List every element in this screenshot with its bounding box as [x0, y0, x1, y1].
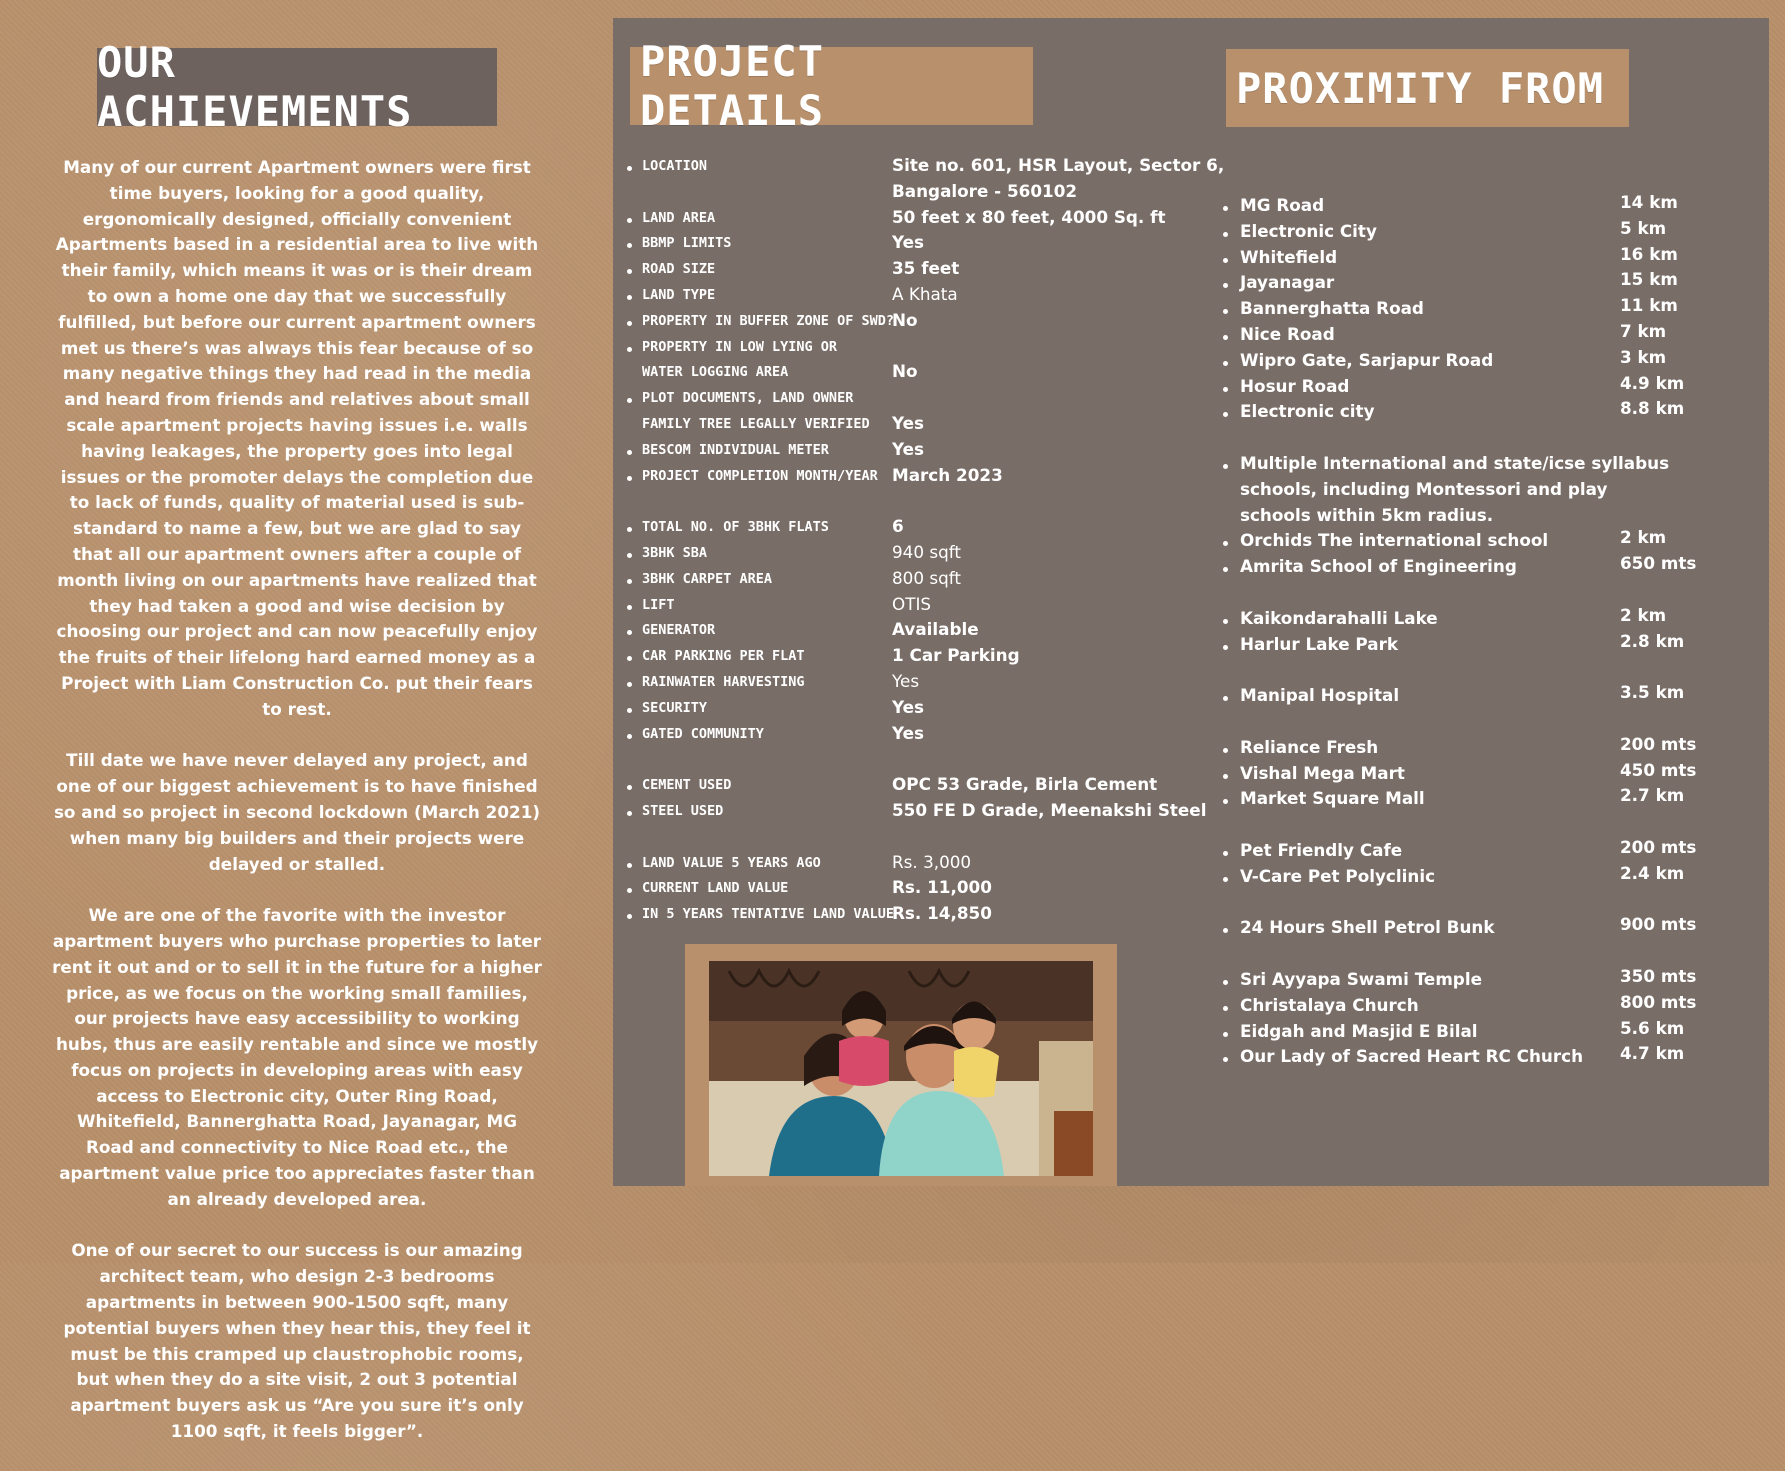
bullet-icon — [1223, 619, 1228, 624]
bullet-icon — [1223, 1032, 1228, 1037]
proximity-place: Harlur Lake Park — [1240, 633, 1399, 654]
bullet-icon — [1223, 774, 1228, 779]
detail-value: March 2023 — [892, 464, 1003, 485]
proximity-place: Manipal Hospital — [1240, 685, 1400, 706]
detail-label: CEMENT USED — [642, 777, 732, 794]
proximity-distance: 200 mts — [1620, 733, 1697, 754]
proximity-distance: 7 km — [1620, 321, 1667, 341]
proximity-distance: 8.8 km — [1620, 398, 1685, 419]
detail-label: BBMP LIMITS — [642, 235, 732, 252]
detail-label: STEEL USED — [642, 803, 724, 819]
detail-label: LAND VALUE 5 YEARS AGO — [642, 854, 821, 871]
proximity-place: Electronic City — [1240, 220, 1377, 241]
detail-value-line2: Bangalore - 560102 — [892, 180, 1078, 201]
proximity-place: Multiple International and state/icse syllabus — [1240, 453, 1670, 473]
proximity-place: MG Road — [1240, 195, 1325, 215]
bullet-icon — [627, 811, 632, 816]
proximity-distance: 5.6 km — [1620, 1017, 1685, 1038]
detail-label: LAND TYPE — [642, 287, 716, 303]
detail-label: SECURITY — [642, 699, 708, 716]
bullet-icon — [627, 476, 632, 481]
detail-label: PROJECT COMPLETION MONTH/YEAR — [642, 467, 878, 484]
detail-label: LOCATION — [642, 158, 708, 174]
achievements-paragraph: Many of our current Apartment owners were first time buyers, looking for a good quality, ergonomically designed, officially convenient Apartments based in a residential area to live with their family, which means it was or is their dream to own a home one day that we successfully fulfilled, but before our current apartment owners met us there’s was always this fear because of so many negative things they had read in the media and heard from friends and relatives about small scale apartment projects having issues i.e. walls having leakages, the property goes into legal issues or the promoter delays the completion due to lack of funds, quality of material used is sub-standard to name a few, but we are glad to say that all our apartment owners after a couple of month living on our apartments have realized that they had taken a good and wise decision by choosing our project and can now peacefully enjoy the fruits of their lifelong hard earned money as a Project with Liam Construction Co. put their fears to rest. — [55, 157, 539, 719]
proximity-distance: 5 km — [1620, 217, 1667, 238]
bullet-icon — [1223, 748, 1228, 753]
bullet-icon — [1223, 258, 1228, 263]
detail-value: 6 — [892, 516, 904, 537]
proximity-distance: 2.7 km — [1620, 785, 1685, 806]
detail-value: 940 sqft — [892, 542, 961, 562]
proximity-place-continued: schools, including Montessori and play — [1240, 478, 1608, 499]
bullet-icon — [627, 450, 632, 455]
proximity-distance: 450 mts — [1620, 759, 1697, 780]
proximity-place: Hosur Road — [1240, 375, 1350, 396]
detail-value: 550 FE D Grade, Meenakshi Steel — [892, 800, 1207, 820]
detail-value: Rs. 3,000 — [892, 851, 972, 872]
proximity-place: Wipro Gate, Sarjapur Road — [1240, 349, 1494, 370]
detail-label-line2: FAMILY TREE LEGALLY VERIFIED — [642, 416, 870, 432]
proximity-distance: 2 km — [1620, 527, 1667, 548]
proximity-distance: 800 mts — [1620, 991, 1697, 1012]
detail-label: TOTAL NO. OF 3BHK FLATS — [642, 519, 829, 536]
proximity-place: Our Lady of Sacred Heart RC Church — [1240, 1046, 1584, 1067]
proximity-distance: 350 mts — [1620, 966, 1697, 986]
detail-label: ROAD SIZE — [642, 261, 716, 278]
bullet-icon — [627, 321, 632, 326]
proximity-heading: PROXIMITY FROM — [1226, 49, 1629, 127]
bullet-icon — [627, 734, 632, 739]
bullet-icon — [627, 295, 632, 300]
detail-value: A Khata — [892, 284, 958, 304]
bullet-icon — [627, 218, 632, 223]
proximity-distance: 4.7 km — [1620, 1043, 1685, 1064]
detail-label: CAR PARKING PER FLAT — [642, 648, 805, 665]
detail-value: OTIS — [892, 593, 932, 614]
bullet-icon — [1223, 387, 1228, 392]
bullet-icon — [1223, 335, 1228, 340]
bullet-icon — [627, 708, 632, 713]
detail-value: Rs. 11,000 — [892, 877, 992, 898]
achievements-text — [52, 155, 542, 1471]
detail-label: GATED COMMUNITY — [642, 725, 764, 742]
bullet-icon — [627, 682, 632, 687]
detail-label: PROPERTY IN BUFFER ZONE OF SWD? — [642, 312, 894, 329]
proximity-place: Nice Road — [1240, 324, 1335, 344]
detail-value: 50 feet x 80 feet, 4000 Sq. ft — [892, 206, 1166, 227]
family-photo-icon — [709, 961, 1093, 1176]
bullet-icon — [1223, 980, 1228, 985]
proximity-place: Kaikondarahalli Lake — [1240, 607, 1438, 628]
bullet-icon — [627, 166, 632, 171]
bullet-icon — [627, 863, 632, 868]
detail-value: Rs. 14,850 — [892, 903, 992, 924]
proximity-place: Electronic city — [1240, 401, 1375, 422]
detail-value: Yes — [892, 722, 924, 743]
bullet-icon — [627, 347, 632, 352]
proximity-place: Orchids The international school — [1240, 530, 1549, 551]
achievements-paragraph: One of our secret to our success is our amazing architect team, who design 2-3 bedrooms apartments in between 900-1500 sqft, many potential buyers when they hear this, they feel it must be this cramped up claustrophobic rooms, but when they do a site visit, 2 out 3 potential apartment buyers ask us “Are you sure it’s only 1100 sqft, it feels bigger”. — [63, 1240, 531, 1442]
bullet-icon — [1223, 464, 1228, 469]
proximity-distance: 2.8 km — [1620, 630, 1685, 651]
detail-label: RAINWATER HARVESTING — [642, 674, 805, 690]
detail-value: Yes — [892, 438, 924, 459]
detail-value: OPC 53 Grade, Birla Cement — [892, 774, 1158, 795]
proximity-distance: 11 km — [1620, 295, 1678, 316]
detail-value: 1 Car Parking — [892, 645, 1020, 666]
detail-label: LIFT — [642, 596, 675, 613]
detail-value: Site no. 601, HSR Layout, Sector 6, — [892, 155, 1225, 175]
achievements-heading: OUR ACHIEVEMENTS — [97, 48, 497, 126]
detail-value: Yes — [892, 232, 924, 253]
bullet-icon — [627, 605, 632, 610]
bullet-icon — [627, 553, 632, 558]
bullet-icon — [1223, 361, 1228, 366]
detail-value: No — [892, 361, 918, 382]
proximity-place: V-Care Pet Polyclinic — [1240, 865, 1436, 886]
proximity-place: Sri Ayyapa Swami Temple — [1240, 969, 1482, 989]
achievements-paragraph: We are one of the favorite with the investor apartment buyers who purchase properties to later rent it out and or to sell it in the future for a higher price, as we focus on the working small families, our projects have easy accessibility to working hubs, thus are easily rentable and since we mostly focus on projects in developing areas with easy access to Electronic city, Outer Ring Road, Whitefield, Bannerghatta Road, Jayanagar, MG Road and connectivity to Nice Road etc., the apartment value price too appreciates faster than an already developed area. — [52, 905, 542, 1209]
proximity-place: Whitefield — [1240, 246, 1338, 267]
detail-label: LAND AREA — [642, 209, 716, 226]
detail-label: PLOT DOCUMENTS, LAND OWNER — [642, 390, 854, 407]
proximity-place: Pet Friendly Cafe — [1240, 840, 1403, 860]
proximity-distance: 3 km — [1620, 346, 1667, 367]
detail-label: IN 5 YEARS TENTATIVE LAND VALUE — [642, 906, 894, 923]
proximity-distance: 14 km — [1620, 192, 1678, 212]
detail-value: Yes — [892, 696, 924, 717]
detail-value: Yes — [892, 413, 924, 433]
proximity-place-continued: schools within 5km radius. — [1240, 504, 1494, 525]
detail-value: 800 sqft — [892, 567, 961, 588]
detail-label: PROPERTY IN LOW LYING OR — [642, 338, 838, 355]
proximity-place: Market Square Mall — [1240, 788, 1425, 809]
detail-label: CURRENT LAND VALUE — [642, 880, 789, 897]
proximity-distance: 15 km — [1620, 269, 1678, 290]
proximity-distance: 200 mts — [1620, 837, 1697, 857]
proximity-distance: 900 mts — [1620, 914, 1697, 935]
proximity-distance: 3.5 km — [1620, 682, 1685, 703]
proximity-place: Amrita School of Engineering — [1240, 556, 1517, 577]
proximity-place: 24 Hours Shell Petrol Bunk — [1240, 917, 1495, 938]
proximity-place: Jayanagar — [1240, 272, 1335, 293]
proximity-distance: 2 km — [1620, 604, 1667, 625]
bullet-icon — [1223, 232, 1228, 237]
detail-label-line2: WATER LOGGING AREA — [642, 364, 789, 381]
proximity-place: Christalaya Church — [1240, 994, 1419, 1015]
detail-value: Yes — [892, 671, 920, 691]
proximity-distance: 2.4 km — [1620, 862, 1685, 883]
detail-label: GENERATOR — [642, 622, 716, 639]
proximity-place: Vishal Mega Mart — [1240, 762, 1405, 783]
proximity-distance: 4.9 km — [1620, 372, 1685, 393]
detail-value: Available — [892, 619, 979, 640]
proximity-place: Eidgah and Masjid E Bilal — [1240, 1020, 1478, 1041]
proximity-place: Reliance Fresh — [1240, 736, 1379, 757]
project-details-heading: PROJECT DETAILS — [630, 47, 1033, 125]
detail-value: 35 feet — [892, 258, 960, 279]
proximity-distance: 16 km — [1620, 243, 1678, 264]
bullet-icon — [1223, 877, 1228, 882]
detail-label: 3BHK SBA — [642, 545, 708, 561]
bullet-icon — [1223, 206, 1228, 211]
achievements-paragraph: Till date we have never delayed any project, and one of our biggest achievement is to have finished so and so project in second lockdown (March 2021) when many big builders and their projects were delayed or stalled. — [53, 750, 541, 874]
bullet-icon — [627, 579, 632, 584]
detail-label: 3BHK CARPET AREA — [642, 570, 773, 587]
detail-label: BESCOM INDIVIDUAL METER — [642, 441, 829, 458]
proximity-distance: 650 mts — [1620, 553, 1697, 574]
detail-value: No — [892, 309, 918, 330]
bullet-icon — [1223, 851, 1228, 856]
bullet-icon — [1223, 1006, 1228, 1011]
proximity-place: Bannerghatta Road — [1240, 298, 1424, 319]
bullet-icon — [1223, 645, 1228, 650]
